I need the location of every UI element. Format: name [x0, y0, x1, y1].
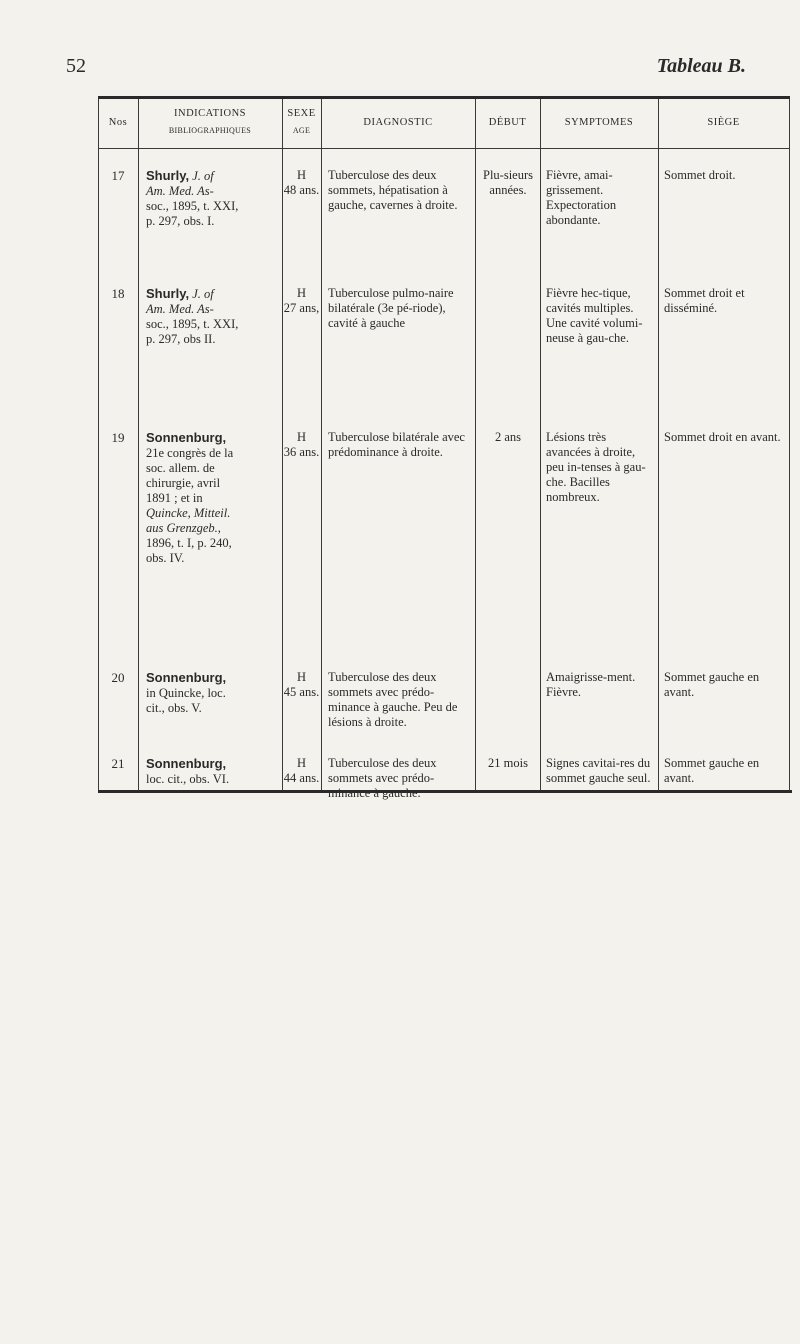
bibliography-cell: [146, 670, 278, 716]
sexe-age-cell: [282, 756, 321, 786]
reference-line: aus Grenzgeb.,: [146, 521, 221, 535]
reference-line: J. of: [192, 169, 214, 183]
debut-cell: Plu-sieurs années.: [483, 168, 533, 197]
case-number: 20: [111, 670, 125, 685]
age: 44 ans.: [283, 771, 320, 785]
column-rule: [658, 99, 659, 790]
reference-line: J. of: [192, 287, 214, 301]
column-rule: [540, 99, 541, 790]
reference-line: soc. allem. de: [146, 461, 215, 475]
sexe-age-cell: [282, 168, 321, 198]
author-name: Sonnenburg,: [146, 670, 227, 685]
diagnostic-cell: Tuberculose bilatérale avec prédominance à droite.: [328, 430, 465, 459]
author-name: Sonnenburg,: [146, 756, 227, 771]
reference-line: soc., 1895, t. XXI,: [146, 199, 239, 213]
reference-line: p. 297, obs II.: [146, 332, 216, 346]
sexe: H: [296, 286, 307, 300]
header-debut: DÉBUT: [488, 117, 527, 128]
reference-line: 1896, t. I, p. 240,: [146, 536, 232, 550]
reference-line: 1891 ; et in: [146, 491, 203, 505]
siege-cell: Sommet gauche en avant.: [664, 670, 760, 699]
sexe: H: [296, 168, 307, 182]
sexe-age-cell: [282, 670, 321, 700]
diagnostic-cell: Tuberculose des deux sommets avec prédo-minance à gauche. Peu de lésions à droite.: [328, 670, 458, 729]
debut-cell: 2 ans: [494, 430, 522, 444]
bibliography-cell: [146, 430, 278, 566]
symptomes-cell: Fièvre hec-tique, cavités multiples. Une cavité volumi-neuse à gau-che.: [546, 286, 643, 345]
case-number: 21: [111, 756, 125, 771]
reference-line: Quincke, Mitteil.: [146, 506, 231, 520]
case-number: 18: [111, 286, 125, 301]
column-rule: [789, 99, 790, 790]
header-sexe-age: [282, 107, 321, 137]
reference-line: in Quincke, loc.: [146, 686, 226, 700]
sexe-age-cell: [282, 430, 321, 460]
reference-line: obs. IV.: [146, 551, 185, 565]
siege-cell: Sommet droit en avant.: [664, 430, 781, 444]
diagnostic-cell: Tuberculose des deux sommets avec prédo-minance à gauche.: [328, 756, 437, 800]
reference-line: chirurgie, avril: [146, 476, 221, 490]
diagnostic-cell: Tuberculose pulmo-naire bilatérale (3e pé-riode), cavité à gauche: [328, 286, 454, 330]
debut-cell: 21 mois: [488, 756, 528, 770]
age: 48 ans.: [283, 183, 320, 197]
header-age: AGE: [292, 126, 311, 135]
header-rule: [98, 148, 790, 149]
symptomes-cell: Fièvre, amai-grissement. Expectoration abondante.: [546, 168, 617, 227]
reference-line: loc. cit., obs. VI.: [146, 772, 230, 786]
page-number: 52: [66, 55, 86, 77]
bibliography-cell: [146, 168, 278, 229]
symptomes-cell: Amaigrisse-ment. Fièvre.: [546, 670, 636, 699]
header-siege: SIÈGE: [707, 117, 740, 128]
bibliography-cell: [146, 286, 278, 347]
reference-line: p. 297, obs. I.: [146, 214, 215, 228]
reference-line: 21e congrès de la: [146, 446, 234, 460]
table-top-rule: [98, 96, 790, 99]
siege-cell: Sommet droit.: [664, 168, 736, 182]
header-sexe: SEXE: [287, 108, 316, 119]
column-rule: [138, 99, 139, 790]
sexe-age-cell: [282, 286, 321, 316]
column-rule: [475, 99, 476, 790]
sexe: H: [296, 430, 307, 444]
symptomes-cell: Lésions très avancées à droite, peu in-tenses à gau-che. Bacilles nombreux.: [546, 430, 646, 504]
symptomes-cell: Signes cavitai-res du sommet gauche seul.: [546, 756, 651, 785]
age: 36 ans.: [283, 445, 320, 459]
author-name: Shurly,: [146, 168, 190, 183]
bibliography-cell: [146, 756, 278, 787]
case-number: 19: [111, 430, 125, 445]
age: 27 ans,: [283, 301, 320, 315]
siege-cell: Sommet gauche en avant.: [664, 756, 760, 785]
header-indications: [138, 107, 282, 137]
case-number: 17: [111, 168, 125, 183]
reference-line: cit., obs. V.: [146, 701, 202, 715]
reference-line: soc., 1895, t. XXI,: [146, 317, 239, 331]
reference-line: Am. Med. As-: [146, 302, 214, 316]
column-rule: [321, 99, 322, 790]
header-diagnostic: DIAGNOSTIC: [363, 117, 433, 128]
running-title: Tableau B.: [656, 55, 746, 77]
header-indications-title: INDICATIONS: [174, 108, 246, 119]
siege-cell: Sommet droit et disséminé.: [664, 286, 745, 315]
author-name: Sonnenburg,: [146, 430, 227, 445]
author-name: Shurly,: [146, 286, 190, 301]
sexe: H: [296, 670, 307, 684]
header-no: Nos: [108, 117, 128, 128]
header-symptomes: SYMPTOMES: [564, 117, 634, 128]
age: 45 ans.: [283, 685, 320, 699]
header-indications-sub: BIBLIOGRAPHIQUES: [168, 126, 252, 135]
sexe: H: [296, 756, 307, 770]
table: [98, 96, 792, 800]
reference-line: Am. Med. As-: [146, 184, 214, 198]
diagnostic-cell: Tuberculose des deux sommets, hépatisation à gauche, cavernes à droite.: [328, 168, 458, 212]
